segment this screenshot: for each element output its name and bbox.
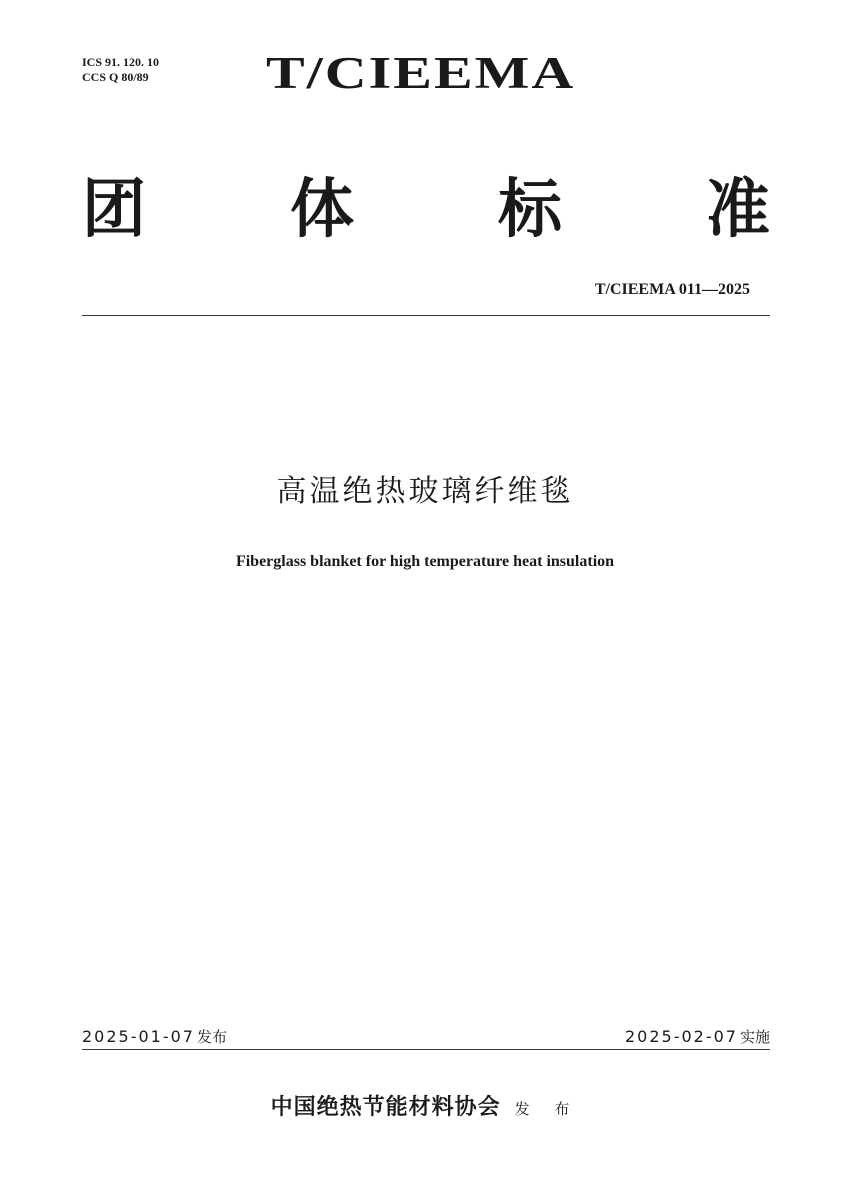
classification-codes: [82, 55, 159, 85]
category-title-char: 体: [290, 172, 354, 247]
category-title-char: 团: [82, 172, 146, 247]
standard-number: T/CIEEMA 011—2025: [594, 281, 750, 298]
document-title-cn: 高温绝热玻璃纤维毯: [276, 474, 574, 509]
ics-code: ICS 91. 120. 10: [82, 55, 160, 69]
publish-label: 发布: [196, 1028, 227, 1046]
publish-date-block: [82, 1027, 227, 1047]
implement-date: 2025-02-07: [625, 1027, 738, 1046]
footer-divider: [82, 1049, 770, 1050]
publisher-line: [0, 1093, 850, 1123]
category-title: [82, 170, 770, 250]
ccs-code: CCS Q 80/89: [82, 70, 149, 84]
publish-date: 2025-01-07: [82, 1027, 195, 1046]
implement-date-block: [625, 1027, 770, 1047]
implement-label: 实施: [739, 1028, 770, 1046]
publisher-issued-label: 发 布: [514, 1100, 580, 1118]
header-divider: [82, 315, 770, 316]
document-title-en: Fiberglass blanket for high temperature heat insulation: [235, 553, 615, 570]
category-title-char: 标: [498, 172, 562, 247]
category-title-char: 准: [706, 172, 770, 247]
publisher-organization: 中国绝热节能材料协会: [270, 1094, 501, 1120]
brand-logo-text: T/CIEEMA: [266, 47, 576, 99]
